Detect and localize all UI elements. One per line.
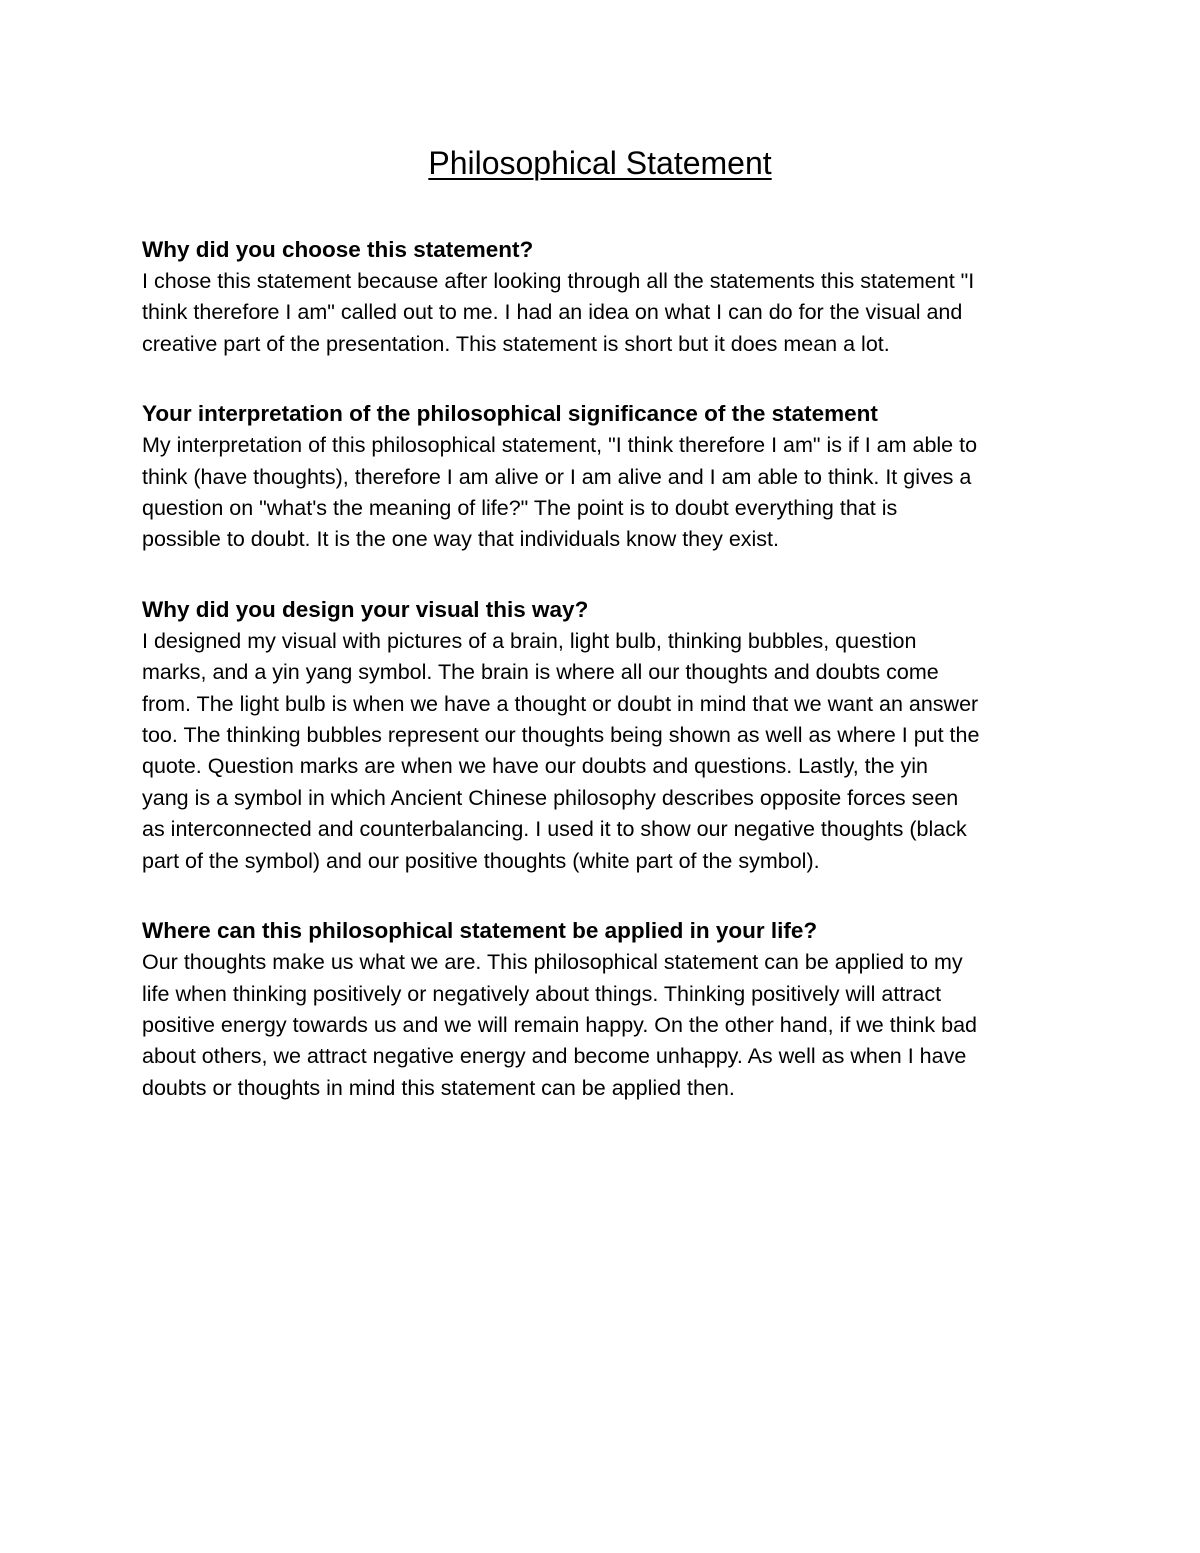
paragraph-line: I designed my visual with pictures of a brain, light bulb, thinking bubbles, question xyxy=(142,628,917,653)
document-body xyxy=(142,234,1062,1142)
section-heading: Why did you choose this statement? xyxy=(142,237,534,262)
paragraph-line: from. The light bulb is when we have a thought or doubt in mind that we want an answer xyxy=(142,691,979,716)
section-why-choose xyxy=(142,234,1062,360)
section-paragraph xyxy=(142,430,1062,556)
paragraph-line: too. The thinking bubbles represent our thoughts being shown as well as where I put the xyxy=(142,723,980,748)
section-paragraph xyxy=(142,626,1062,877)
paragraph-line: quote. Question marks are when we have our doubts and questions. Lastly, the yin xyxy=(142,754,929,779)
document-title-text: Philosophical Statement xyxy=(428,145,772,181)
document-title xyxy=(0,143,1200,183)
paragraph-line: I chose this statement because after looking through all the statements this statement "I xyxy=(142,269,975,293)
section-paragraph xyxy=(142,266,1062,360)
paragraph-line: question on "what's the meaning of life?" The point is to doubt everything that is xyxy=(142,496,898,521)
section-interpretation xyxy=(142,398,1062,556)
paragraph-line: as interconnected and counterbalancing. I used it to show our negative thoughts (black xyxy=(142,817,967,842)
paragraph-line: creative part of the presentation. This statement is short but it does mean a lot. xyxy=(142,331,890,356)
paragraph-line: about others, we attract negative energy and become unhappy. As well as when I have xyxy=(142,1044,967,1069)
section-application xyxy=(142,915,1062,1104)
section-heading: Your interpretation of the philosophical significance of the statement xyxy=(142,401,878,427)
paragraph-line: yang is a symbol in which Ancient Chinese philosophy describes opposite forces seen xyxy=(142,785,959,810)
paragraph-line: marks, and a yin yang symbol. The brain is where all our thoughts and doubts come xyxy=(142,660,939,685)
paragraph-line: My interpretation of this philosophical statement, "I think therefore I am" is if I am able to xyxy=(142,433,978,458)
paragraph-line: think therefore I am" called out to me. I had an idea on what I can do for the visual and xyxy=(142,300,963,325)
paragraph-line: Our thoughts make us what we are. This philosophical statement can be applied to my xyxy=(142,950,963,975)
paragraph-line: life when thinking positively or negatively about things. Thinking positively will attract xyxy=(142,981,942,1006)
section-heading: Where can this philosophical statement be applied in your life? xyxy=(142,918,818,944)
section-heading: Why did you design your visual this way? xyxy=(142,596,589,622)
section-paragraph xyxy=(142,947,1062,1104)
paragraph-line: doubts or thoughts in mind this statement can be applied then. xyxy=(142,1075,735,1100)
section-visual-design xyxy=(142,594,1062,877)
paragraph-line: positive energy towards us and we will remain happy. On the other hand, if we think bad xyxy=(142,1012,977,1037)
paragraph-line: possible to doubt. It is the one way that individuals know they exist. xyxy=(142,527,780,552)
paragraph-line: think (have thoughts), therefore I am alive or I am alive and I am able to think. It gives a xyxy=(142,464,972,489)
paragraph-line: part of the symbol) and our positive thoughts (white part of the symbol). xyxy=(142,848,820,873)
